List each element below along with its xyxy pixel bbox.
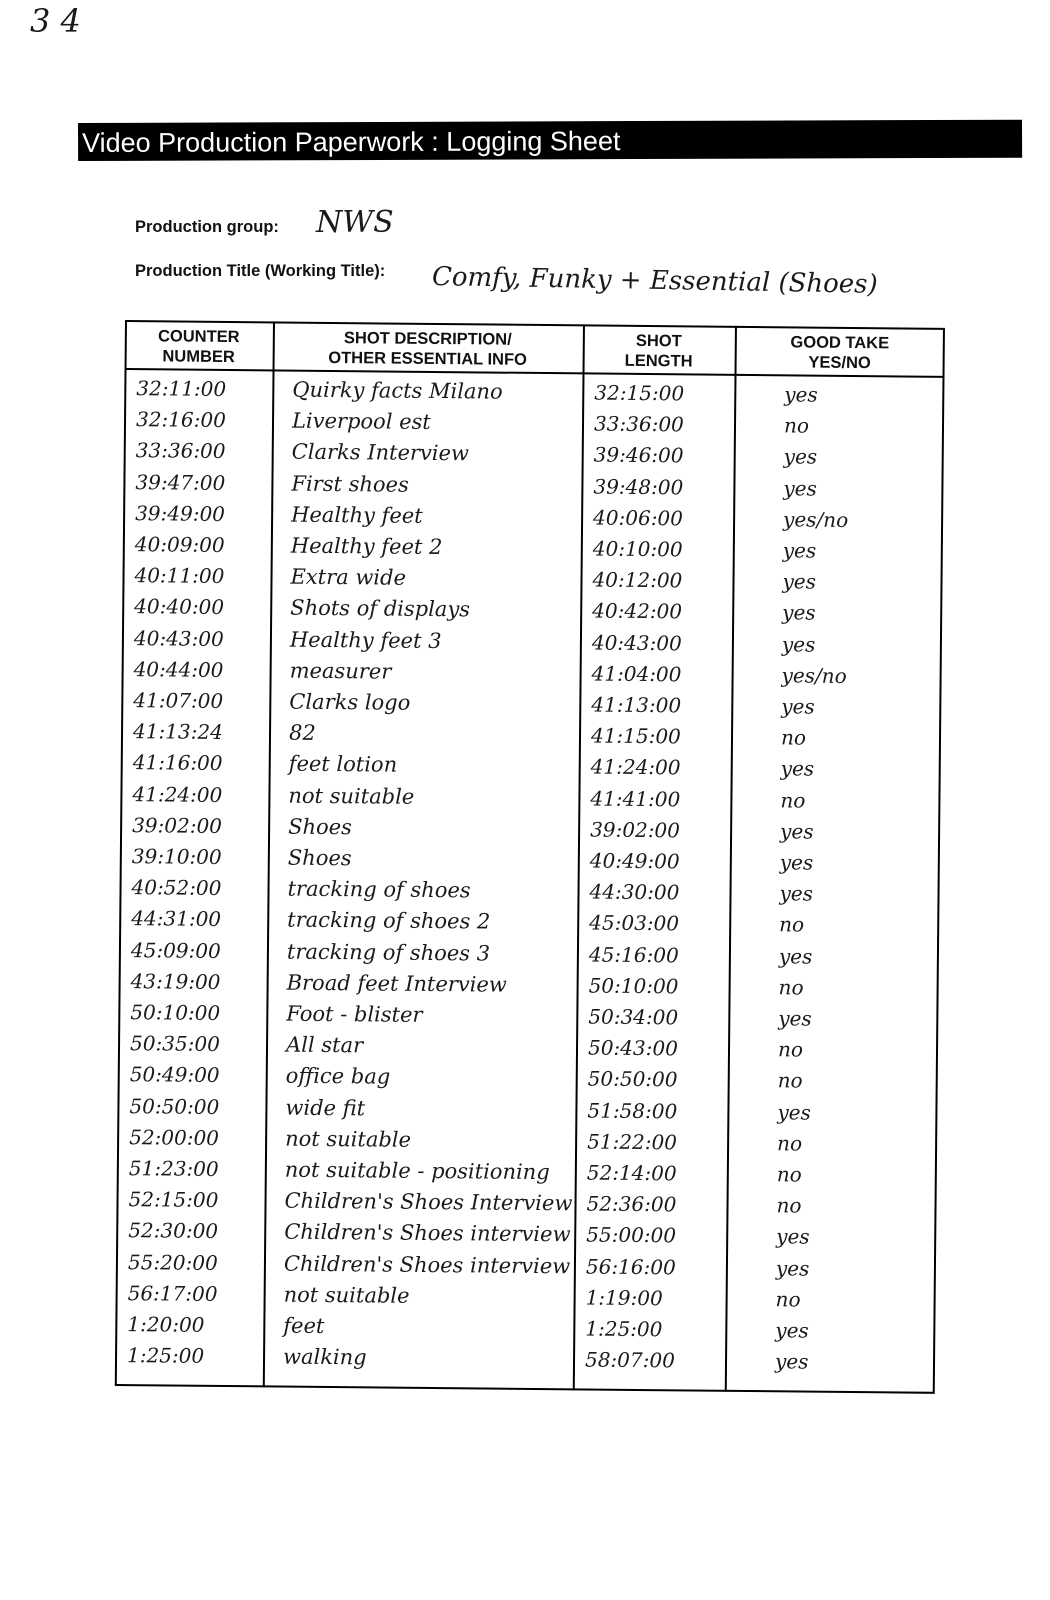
good-take-cell: yes <box>784 382 818 407</box>
shot-description-cell: Shots of displays <box>290 595 471 622</box>
good-take-cell: no <box>778 975 804 1000</box>
counter-number-cell: 52:00:00 <box>129 1124 220 1150</box>
counter-number-cell: 32:16:00 <box>135 407 226 433</box>
shot-length-cell: 41:41:00 <box>590 786 681 811</box>
shot-length-cell: 41:13:00 <box>591 692 682 718</box>
good-take-cell: no <box>775 1287 801 1312</box>
good-take-cell: no <box>779 912 805 937</box>
shot-description-cell: Shoes <box>287 845 352 871</box>
shot-description-cell: tracking of shoes <box>287 876 471 903</box>
shot-description-cell: wide fit <box>285 1095 366 1120</box>
good-take-cell: yes <box>781 631 816 657</box>
shot-length-cell: 44:30:00 <box>589 879 680 905</box>
good-take-cell: yes/no <box>783 507 849 532</box>
shot-length-cell: 1:19:00 <box>585 1285 663 1311</box>
counter-number-cell: 40:40:00 <box>134 594 225 620</box>
shot-description-cell: Extra wide <box>290 564 407 590</box>
good-take-cell: yes <box>782 569 817 594</box>
shot-length-cell: 56:16:00 <box>585 1254 676 1279</box>
counter-number-cell: 33:36:00 <box>135 438 226 464</box>
good-take-cell: no <box>777 1037 804 1062</box>
shot-description-cell: First shoes <box>291 471 409 497</box>
counter-number-cell: 50:49:00 <box>129 1062 220 1088</box>
shot-length-cell: 51:22:00 <box>587 1129 678 1155</box>
counter-number-cell: 44:31:00 <box>131 906 222 932</box>
shot-length-cell: 50:10:00 <box>588 973 679 999</box>
good-take-cell: yes <box>775 1318 809 1343</box>
good-take-cell: yes <box>783 475 817 501</box>
shot-length-cell: 41:15:00 <box>590 723 681 749</box>
counter-number-cell: 50:50:00 <box>129 1093 220 1119</box>
shot-length-cell: 40:10:00 <box>592 536 683 562</box>
production-group-value: NWS <box>316 205 394 240</box>
shot-length-cell: 55:00:00 <box>586 1222 677 1248</box>
counter-number-cell: 39:02:00 <box>132 812 223 838</box>
header-good-take: GOOD TAKE YES/NO <box>790 333 890 373</box>
shot-description-cell: Shoes <box>288 814 353 839</box>
shot-length-cell: 39:02:00 <box>590 817 681 843</box>
logging-table <box>115 320 945 1394</box>
good-take-cell: yes <box>782 600 816 626</box>
shot-description-cell: 82 <box>288 720 316 746</box>
counter-number-cell: 56:17:00 <box>127 1280 218 1306</box>
production-title-value: Comfy, Funky + Essential (Shoes) <box>431 262 878 300</box>
shot-description-cell: Broad feet Interview <box>286 970 507 997</box>
good-take-cell: yes <box>778 1006 812 1031</box>
header-shot-description: SHOT DESCRIPTION/ OTHER ESSENTIAL INFO <box>328 329 528 369</box>
shot-length-cell: 45:16:00 <box>588 942 679 967</box>
counter-number-cell: 41:16:00 <box>132 750 223 776</box>
shot-description-cell: tracking of shoes 3 <box>286 939 491 966</box>
page-number: 3 4 <box>30 2 81 40</box>
counter-number-cell: 41:13:24 <box>132 719 223 745</box>
shot-description-cell: Clarks logo <box>289 689 411 715</box>
good-take-cell: yes <box>780 756 815 782</box>
shot-length-cell: 40:12:00 <box>592 567 683 593</box>
counter-number-cell: 50:35:00 <box>129 1031 220 1057</box>
counter-number-cell: 1:20:00 <box>127 1312 205 1337</box>
counter-number-cell: 43:19:00 <box>130 968 221 994</box>
shot-description-cell: Quirky facts Milano <box>292 377 503 404</box>
shot-length-cell: 40:43:00 <box>591 630 682 655</box>
shot-description-cell: Healthy feet <box>291 502 423 528</box>
shot-description-cell: walking <box>282 1344 367 1370</box>
page-title: Video Production Paperwork : Logging Sheet <box>82 126 621 158</box>
counter-number-cell: 40:11:00 <box>134 563 225 589</box>
shot-length-cell: 51:58:00 <box>587 1098 678 1123</box>
counter-number-cell: 32:11:00 <box>136 376 227 401</box>
shot-length-cell: 39:48:00 <box>593 474 684 499</box>
shot-length-cell: 39:46:00 <box>593 442 684 468</box>
shot-description-cell: Children's Shoes interview <box>284 1219 571 1247</box>
good-take-cell: yes/no <box>781 663 847 688</box>
shot-description-cell: tracking of shoes 2 <box>287 907 491 934</box>
counter-number-cell: 55:20:00 <box>127 1249 218 1275</box>
shot-length-cell: 1:25:00 <box>585 1316 663 1342</box>
shot-length-cell: 52:14:00 <box>586 1160 677 1186</box>
shot-description-cell: Children's Shoes interview <box>283 1251 571 1278</box>
header-shot-length: SHOT LENGTH <box>624 331 693 371</box>
shot-length-cell: 50:50:00 <box>587 1066 678 1092</box>
good-take-cell: yes <box>779 881 814 906</box>
good-take-cell: yes <box>775 1255 810 1281</box>
production-group-label: Production group: <box>135 218 279 236</box>
shot-description-cell: Clarks Interview <box>291 439 470 466</box>
good-take-cell: yes <box>779 850 814 875</box>
good-take-cell: no <box>783 413 810 438</box>
shot-length-cell: 52:36:00 <box>586 1191 677 1217</box>
shot-length-cell: 50:43:00 <box>587 1035 678 1061</box>
title-bar <box>78 120 1022 161</box>
counter-number-cell: 50:10:00 <box>130 1000 221 1025</box>
shot-description-cell: not suitable <box>288 783 415 809</box>
counter-number-cell: 40:43:00 <box>133 625 224 651</box>
shot-length-cell: 40:42:00 <box>592 598 683 624</box>
shot-description-cell: Children's Shoes Interview <box>284 1188 573 1216</box>
counter-number-cell: 52:30:00 <box>128 1218 219 1244</box>
good-take-cell: no <box>780 787 806 813</box>
header-counter-number: COUNTER NUMBER <box>157 327 240 367</box>
counter-number-cell: 41:24:00 <box>132 781 223 807</box>
shot-description-cell: not suitable - positioning <box>284 1157 550 1185</box>
good-take-cell: no <box>777 1131 803 1156</box>
shot-description-cell: office bag <box>285 1063 391 1089</box>
counter-number-cell: 39:49:00 <box>135 500 226 526</box>
good-take-cell: yes <box>782 538 817 563</box>
shot-description-cell: Liverpool est <box>291 408 431 435</box>
shot-description-cell: measurer <box>289 658 392 684</box>
production-title-label: Production Title (Working Title): <box>135 262 386 280</box>
shot-description-cell: All star <box>285 1032 364 1058</box>
shot-length-cell: 40:49:00 <box>589 848 680 874</box>
shot-description-cell: feet lotion <box>288 751 398 778</box>
shot-description-cell: not suitable <box>285 1126 412 1152</box>
shot-length-cell: 41:04:00 <box>591 661 682 687</box>
good-take-cell: yes <box>777 1099 811 1125</box>
counter-number-cell: 41:07:00 <box>133 688 224 713</box>
shot-length-cell: 41:24:00 <box>590 754 681 780</box>
good-take-cell: yes <box>778 943 813 969</box>
shot-length-cell: 45:03:00 <box>589 910 680 936</box>
shot-description-cell: feet <box>283 1313 325 1338</box>
counter-number-cell: 45:09:00 <box>130 937 221 963</box>
counter-number-cell: 51:23:00 <box>128 1156 219 1181</box>
good-take-cell: no <box>777 1068 803 1093</box>
shot-description-cell: not suitable <box>283 1282 410 1308</box>
good-take-cell: yes <box>774 1349 809 1374</box>
counter-number-cell: 40:44:00 <box>133 656 224 682</box>
good-take-cell: no <box>776 1193 802 1218</box>
counter-number-cell: 39:47:00 <box>135 469 226 495</box>
good-take-cell: yes <box>781 694 815 719</box>
shot-length-cell: 40:06:00 <box>593 505 684 531</box>
good-take-cell: yes <box>780 819 814 844</box>
shot-description-cell: Healthy feet 3 <box>289 627 442 653</box>
counter-number-cell: 40:09:00 <box>134 532 225 557</box>
shot-length-cell: 32:15:00 <box>594 380 685 406</box>
counter-number-cell: 39:10:00 <box>131 844 222 869</box>
counter-number-cell: 52:15:00 <box>128 1187 219 1213</box>
good-take-cell: yes <box>783 444 818 470</box>
good-take-cell: no <box>776 1162 802 1187</box>
good-take-cell: no <box>780 725 807 750</box>
shot-length-cell: 58:07:00 <box>584 1347 675 1373</box>
good-take-cell: yes <box>776 1224 810 1250</box>
counter-number-cell: 1:25:00 <box>126 1343 205 1368</box>
counter-number-cell: 40:52:00 <box>131 875 222 901</box>
shot-length-cell: 50:34:00 <box>588 1004 679 1030</box>
shot-length-cell: 33:36:00 <box>593 411 684 437</box>
shot-description-cell: Foot - blister <box>286 1001 423 1027</box>
shot-description-cell: Healthy feet 2 <box>290 533 443 560</box>
